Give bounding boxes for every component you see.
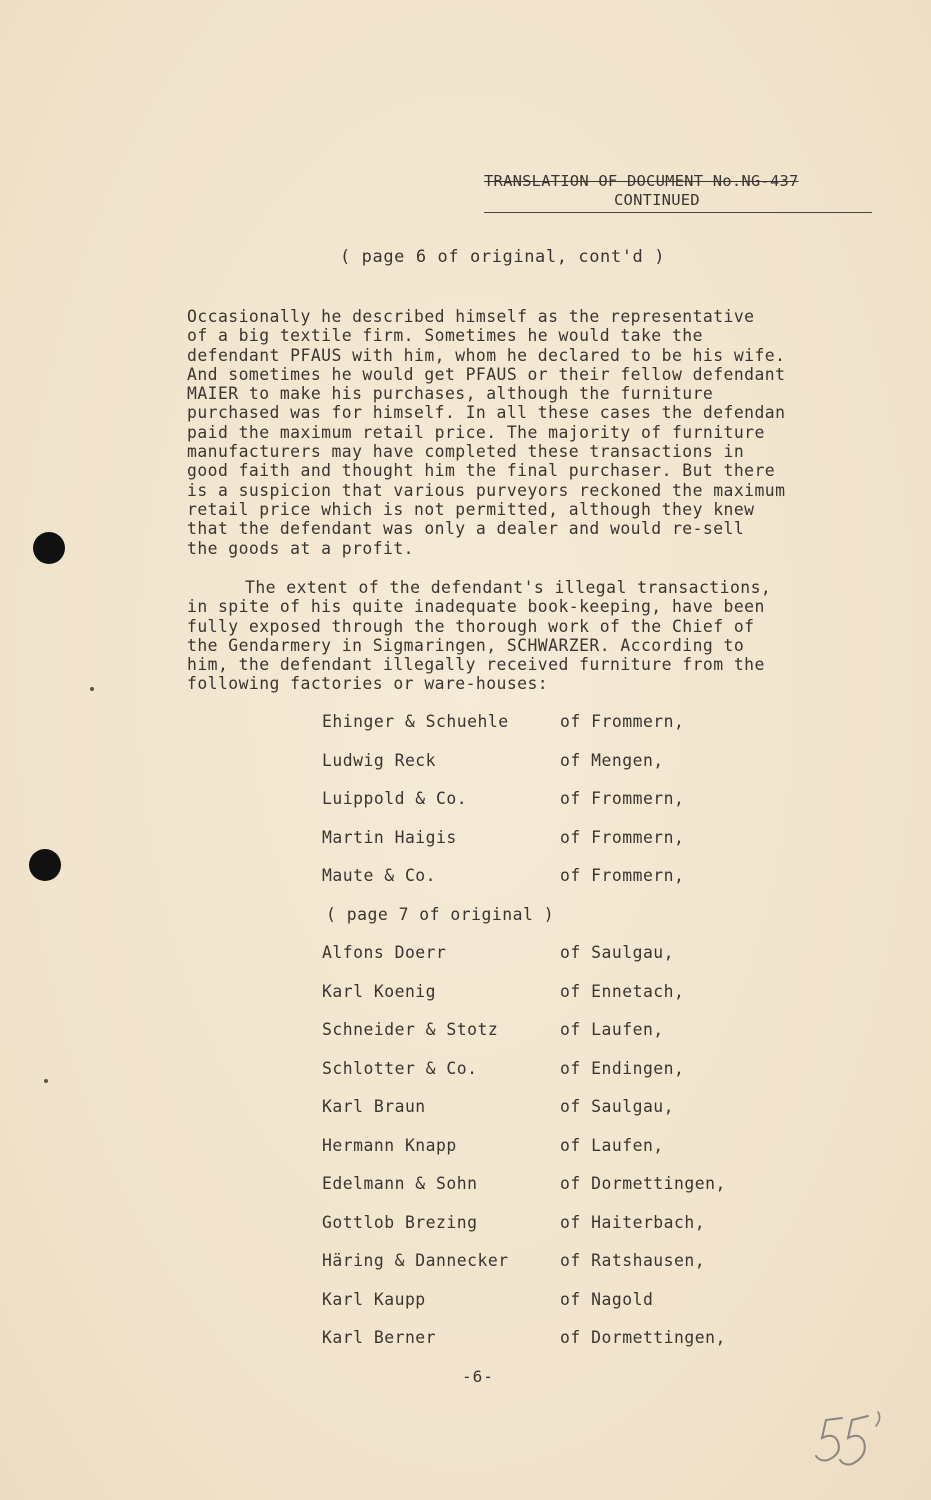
paragraph-line: paid the maximum retail price. The majority of furniture	[187, 422, 765, 442]
firm-name: Ludwig Reck	[322, 750, 437, 770]
firm-name: Maute & Co.	[322, 866, 437, 885]
paragraph-line: in spite of his quite inadequate book-keeping, have been	[187, 597, 765, 617]
firm-place: of Dormettingen,	[560, 1328, 726, 1347]
paragraph-line: that the defendant was only a dealer and would re-sell	[187, 519, 745, 539]
paragraph-line: MAIER to make his purchases, although the furniture	[187, 384, 714, 404]
firm-place: of Laufen,	[560, 1135, 664, 1155]
paragraph-line: the Gendarmery in Sigmaringen, SCHWARZER. According to	[187, 635, 745, 655]
firm-place: of Frommern,	[560, 827, 685, 847]
firm-name: Karl Braun	[322, 1097, 426, 1116]
firm-place: of Mengen,	[560, 750, 664, 770]
firm-name: Ehinger & Schuehle	[322, 712, 509, 731]
firm-place: of Dormettingen,	[560, 1174, 726, 1193]
firm-name: Karl Kaupp	[322, 1289, 426, 1309]
firm-name: Schneider & Stotz	[322, 1020, 499, 1039]
firm-place: of Frommern,	[560, 866, 685, 885]
paragraph-line: The extent of the defendant's illegal transactions,	[245, 578, 772, 597]
firm-place: of Nagold	[560, 1289, 654, 1309]
firm-place: of Laufen,	[560, 1020, 664, 1039]
paragraph-line: following factories or ware-houses:	[187, 674, 549, 694]
firm-name: Karl Koenig	[322, 981, 437, 1001]
firm-place: of Ratshausen,	[560, 1251, 706, 1270]
header-title: TRANSLATION OF DOCUMENT No.NG-437	[484, 172, 799, 190]
punch-hole	[29, 849, 61, 881]
speck	[90, 687, 94, 691]
firm-place: of Saulgau,	[560, 943, 675, 962]
firm-place: of Ennetach,	[560, 981, 685, 1001]
paragraph-line: of a big textile firm. Sometimes he would take the	[187, 326, 703, 346]
page-number: -6-	[462, 1367, 494, 1386]
page-reference: ( page 6 of original, cont'd )	[340, 247, 666, 267]
paragraph-line: manufacturers may have completed these transactions in	[187, 442, 745, 462]
firm-name: Schlotter & Co.	[322, 1058, 478, 1078]
paragraph-line: fully exposed through the thorough work of the Chief of	[187, 616, 755, 636]
paragraph-line: defendant PFAUS with him, whom he declared to be his wife.	[187, 345, 786, 365]
paragraph-2	[187, 578, 877, 694]
firm-place: of Frommern,	[560, 712, 685, 731]
paragraph-1	[187, 307, 877, 558]
paragraph-line: And sometimes he would get PFAUS or their fellow defendant	[187, 364, 786, 384]
paragraph-line: purchased was for himself. In all these cases the defendan	[187, 403, 786, 423]
paragraph-line: is a suspicion that various purveyors reckoned the maximum	[187, 480, 786, 500]
firm-place: of Haiterbach,	[560, 1212, 706, 1232]
firm-name: Martin Haigis	[322, 827, 457, 847]
punch-hole	[33, 532, 65, 564]
page-7-reference: ( page 7 of original )	[326, 904, 555, 924]
firm-name: Gottlob Brezing	[322, 1212, 478, 1232]
handwritten-page-mark	[812, 1408, 896, 1472]
firm-name: Edelmann & Sohn	[322, 1174, 478, 1193]
firm-place: of Frommern,	[560, 789, 685, 808]
speck	[44, 1079, 48, 1083]
firm-name: Häring & Dannecker	[322, 1251, 509, 1270]
firm-name: Alfons Doerr	[322, 943, 447, 962]
paragraph-line: good faith and thought him the final purchaser. But there	[187, 461, 776, 481]
firm-name: Karl Berner	[322, 1328, 437, 1347]
firm-name: Luippold & Co.	[322, 789, 468, 808]
paragraph-line: retail price which is not permitted, although they knew	[187, 499, 755, 519]
header-continued: CONTINUED	[614, 191, 700, 209]
paragraph-line: him, the defendant illegally received furniture from the	[187, 655, 765, 675]
firm-place: of Endingen,	[560, 1058, 685, 1078]
firm-place: of Saulgau,	[560, 1097, 675, 1116]
paragraph-line: the goods at a profit.	[187, 538, 414, 558]
paragraph-line: Occasionally he described himself as the representative	[187, 307, 755, 326]
firm-name: Hermann Knapp	[322, 1135, 457, 1155]
document-header	[484, 172, 874, 213]
header-rule	[484, 212, 872, 213]
